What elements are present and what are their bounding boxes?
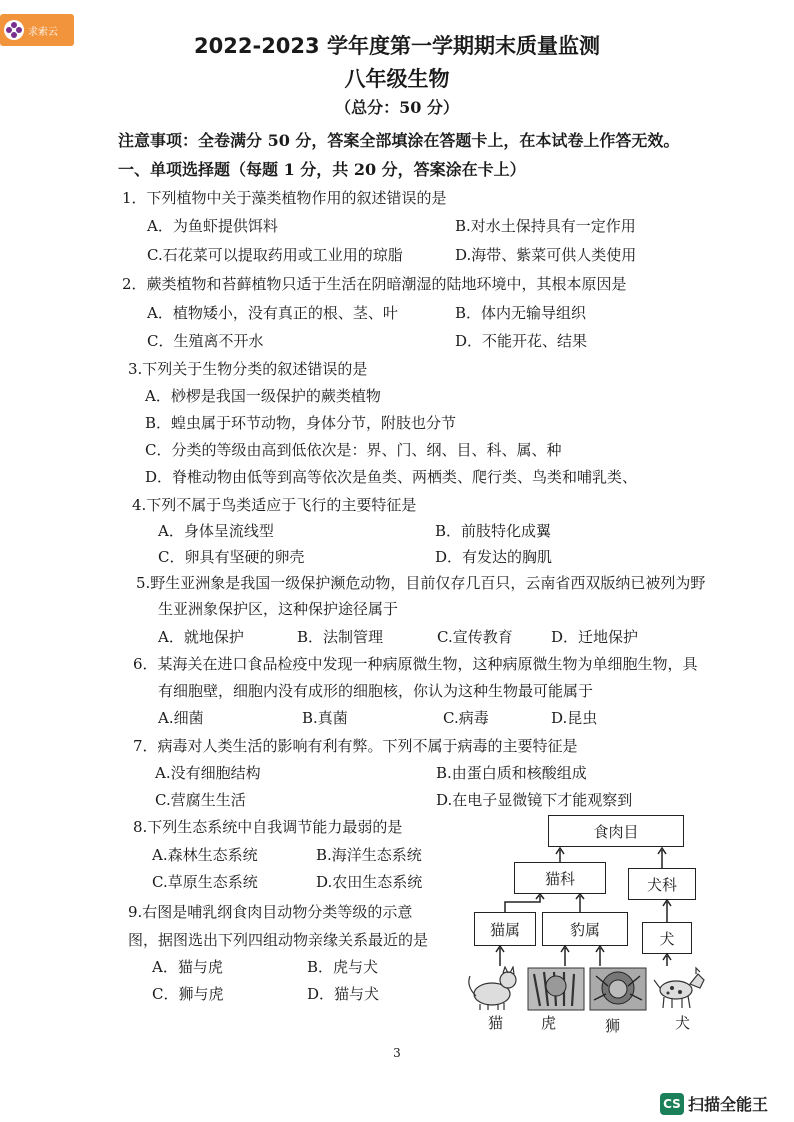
- tiger-drawing-icon: [526, 966, 586, 1012]
- q4-option-b: B．前肢特化成翼: [435, 522, 552, 540]
- question-5-stem-line2: 生亚洲象保护区，这种保护途径属于: [158, 600, 399, 618]
- page-number: 3: [393, 1046, 401, 1060]
- arrow-up-icon: [596, 946, 604, 966]
- question-6-stem-line2: 有细胞壁，细胞内没有成形的细胞核，你认为这种生物最可能属于: [158, 682, 594, 700]
- q6-option-d: D.昆虫: [551, 709, 598, 727]
- q3-option-b: B．蝗虫属于环节动物，身体分节，附肢也分节: [145, 414, 457, 432]
- q6-option-b: B.真菌: [302, 709, 348, 727]
- total-score: （总分：50 分）: [335, 98, 459, 117]
- arrow-up-icon: [663, 900, 671, 922]
- question-1-stem: 1．下列植物中关于藻类植物作用的叙述错误的是: [122, 189, 447, 207]
- camscanner-logo-icon: CS: [660, 1093, 684, 1115]
- q9-option-b: B．虎与犬: [307, 958, 379, 976]
- question-4-stem: 4.下列不属于鸟类适应于飞行的主要特征是: [132, 496, 417, 514]
- watermark-text: 求索云: [28, 26, 58, 38]
- order-box: 食肉目: [548, 815, 684, 847]
- q8-option-a: A.森林生态系统: [152, 846, 258, 864]
- q2-option-d: D．不能开花、结果: [455, 332, 588, 350]
- arrow-up-icon: [556, 848, 564, 862]
- q1-option-b: B.对水土保持具有一定作用: [455, 217, 636, 235]
- scanner-name: 扫描全能王: [688, 1095, 769, 1114]
- question-8-stem: 8.下列生态系统中自我调节能力最弱的是: [133, 818, 403, 836]
- q6-option-c: C.病毒: [443, 709, 489, 727]
- dog-drawing-icon: [652, 966, 708, 1010]
- question-9-stem: 9.右图是哺乳纲食肉目动物分类等级的示意: [128, 903, 413, 921]
- question-2-stem: 2．蕨类植物和苔藓植物只适于生活在阴暗潮湿的陆地环境中，其根本原因是: [122, 275, 627, 293]
- q1-option-c: C.石花菜可以提取药用或工业用的琼脂: [147, 246, 403, 264]
- q3-option-d: D．脊椎动物由低等到高等依次是鱼类、两栖类、爬行类、鸟类和哺乳类、: [145, 468, 638, 486]
- q3-option-c: C．分类的等级由高到低依次是：界、门、纲、目、科、属、种: [145, 441, 562, 459]
- q1-option-a: A．为鱼虾提供饵料: [147, 217, 278, 235]
- q8-option-b: B.海洋生态系统: [316, 846, 422, 864]
- question-9-stem-line2: 图，据图选出下列四组动物亲缘关系最近的是: [128, 931, 429, 949]
- q3-option-a: A．桫椤是我国一级保护的蕨类植物: [145, 387, 381, 405]
- genus-box-panthera: 豹属: [542, 912, 628, 946]
- arrow-up-icon: [663, 954, 671, 966]
- animal-label-cat: 猫: [488, 1014, 504, 1032]
- q8-option-c: C.草原生态系统: [152, 873, 258, 891]
- q4-option-a: A．身体呈流线型: [158, 522, 274, 540]
- q2-option-c: C．生殖离不开水: [147, 332, 264, 350]
- arrow-up-icon: [576, 894, 584, 912]
- q7-option-b: B.由蛋白质和核酸组成: [436, 764, 587, 782]
- q5-option-a: A．就地保护: [158, 628, 244, 646]
- hierarchy-arrows: [460, 800, 720, 980]
- exam-title: 2022-2023 学年度第一学期期末质量监测: [194, 34, 600, 58]
- q5-option-c: C.宣传教育: [437, 628, 513, 646]
- q6-option-a: A.细菌: [158, 709, 204, 727]
- question-5-stem: 5.野生亚洲象是我国一级保护濒危动物，目前仅存几百只，云南省西双版纳已被列为野: [136, 574, 706, 592]
- q7-option-a: A.没有细胞结构: [155, 764, 261, 782]
- q5-option-d: D．迁地保护: [551, 628, 639, 646]
- animal-label-dog: 犬: [675, 1014, 691, 1032]
- question-3-stem: 3.下列关于生物分类的叙述错误的是: [128, 360, 368, 378]
- q9-option-d: D．猫与犬: [307, 985, 380, 1003]
- scanner-brand: [660, 1092, 768, 1115]
- animal-label-lion: 狮: [605, 1017, 621, 1035]
- family-box-dog: 犬科: [628, 868, 696, 900]
- q9-option-c: C．狮与虎: [152, 985, 224, 1003]
- arrow-up-icon: [505, 894, 544, 912]
- arrow-up-icon: [496, 946, 504, 966]
- arrow-up-icon: [658, 848, 666, 868]
- q7-option-d: D.在电子显微镜下才能观察到: [436, 791, 633, 809]
- notice: 注意事项：全卷满分 50 分，答案全部填涂在答题卡上，在本试卷上作答无效。: [118, 131, 680, 150]
- arrow-up-icon: [561, 946, 569, 966]
- animal-label-tiger: 虎: [541, 1014, 557, 1032]
- q9-option-a: A．猫与虎: [152, 958, 223, 976]
- q2-option-a: A．植物矮小，没有真正的根、茎、叶: [147, 304, 398, 322]
- section-heading: 一、单项选择题（每题 1 分，共 20 分，答案涂在卡上）: [118, 160, 526, 179]
- q1-option-d: D.海带、紫菜可供人类使用: [455, 246, 637, 264]
- q8-option-d: D.农田生态系统: [316, 873, 423, 891]
- lion-drawing-icon: [588, 966, 648, 1012]
- family-box-cat: 猫科: [514, 862, 606, 894]
- genus-box-canis: 犬: [642, 922, 692, 954]
- exam-subject: 八年级生物: [344, 67, 450, 91]
- q7-option-c: C.营腐生生活: [155, 791, 246, 809]
- q4-option-c: C．卵具有坚硬的卵壳: [158, 548, 305, 566]
- genus-box-felis: 猫属: [474, 912, 536, 946]
- question-7-stem: 7．病毒对人类生活的影响有利有弊。下列不属于病毒的主要特征是: [133, 737, 578, 755]
- q2-option-b: B．体内无输导组织: [455, 304, 587, 322]
- q5-option-b: B．法制管理: [297, 628, 384, 646]
- cat-drawing-icon: [462, 966, 526, 1010]
- q4-option-d: D．有发达的胸肌: [435, 548, 553, 566]
- question-6-stem: 6．某海关在进口食品检疫中发现一种病原微生物，这种病原微生物为单细胞生物，具: [133, 655, 698, 673]
